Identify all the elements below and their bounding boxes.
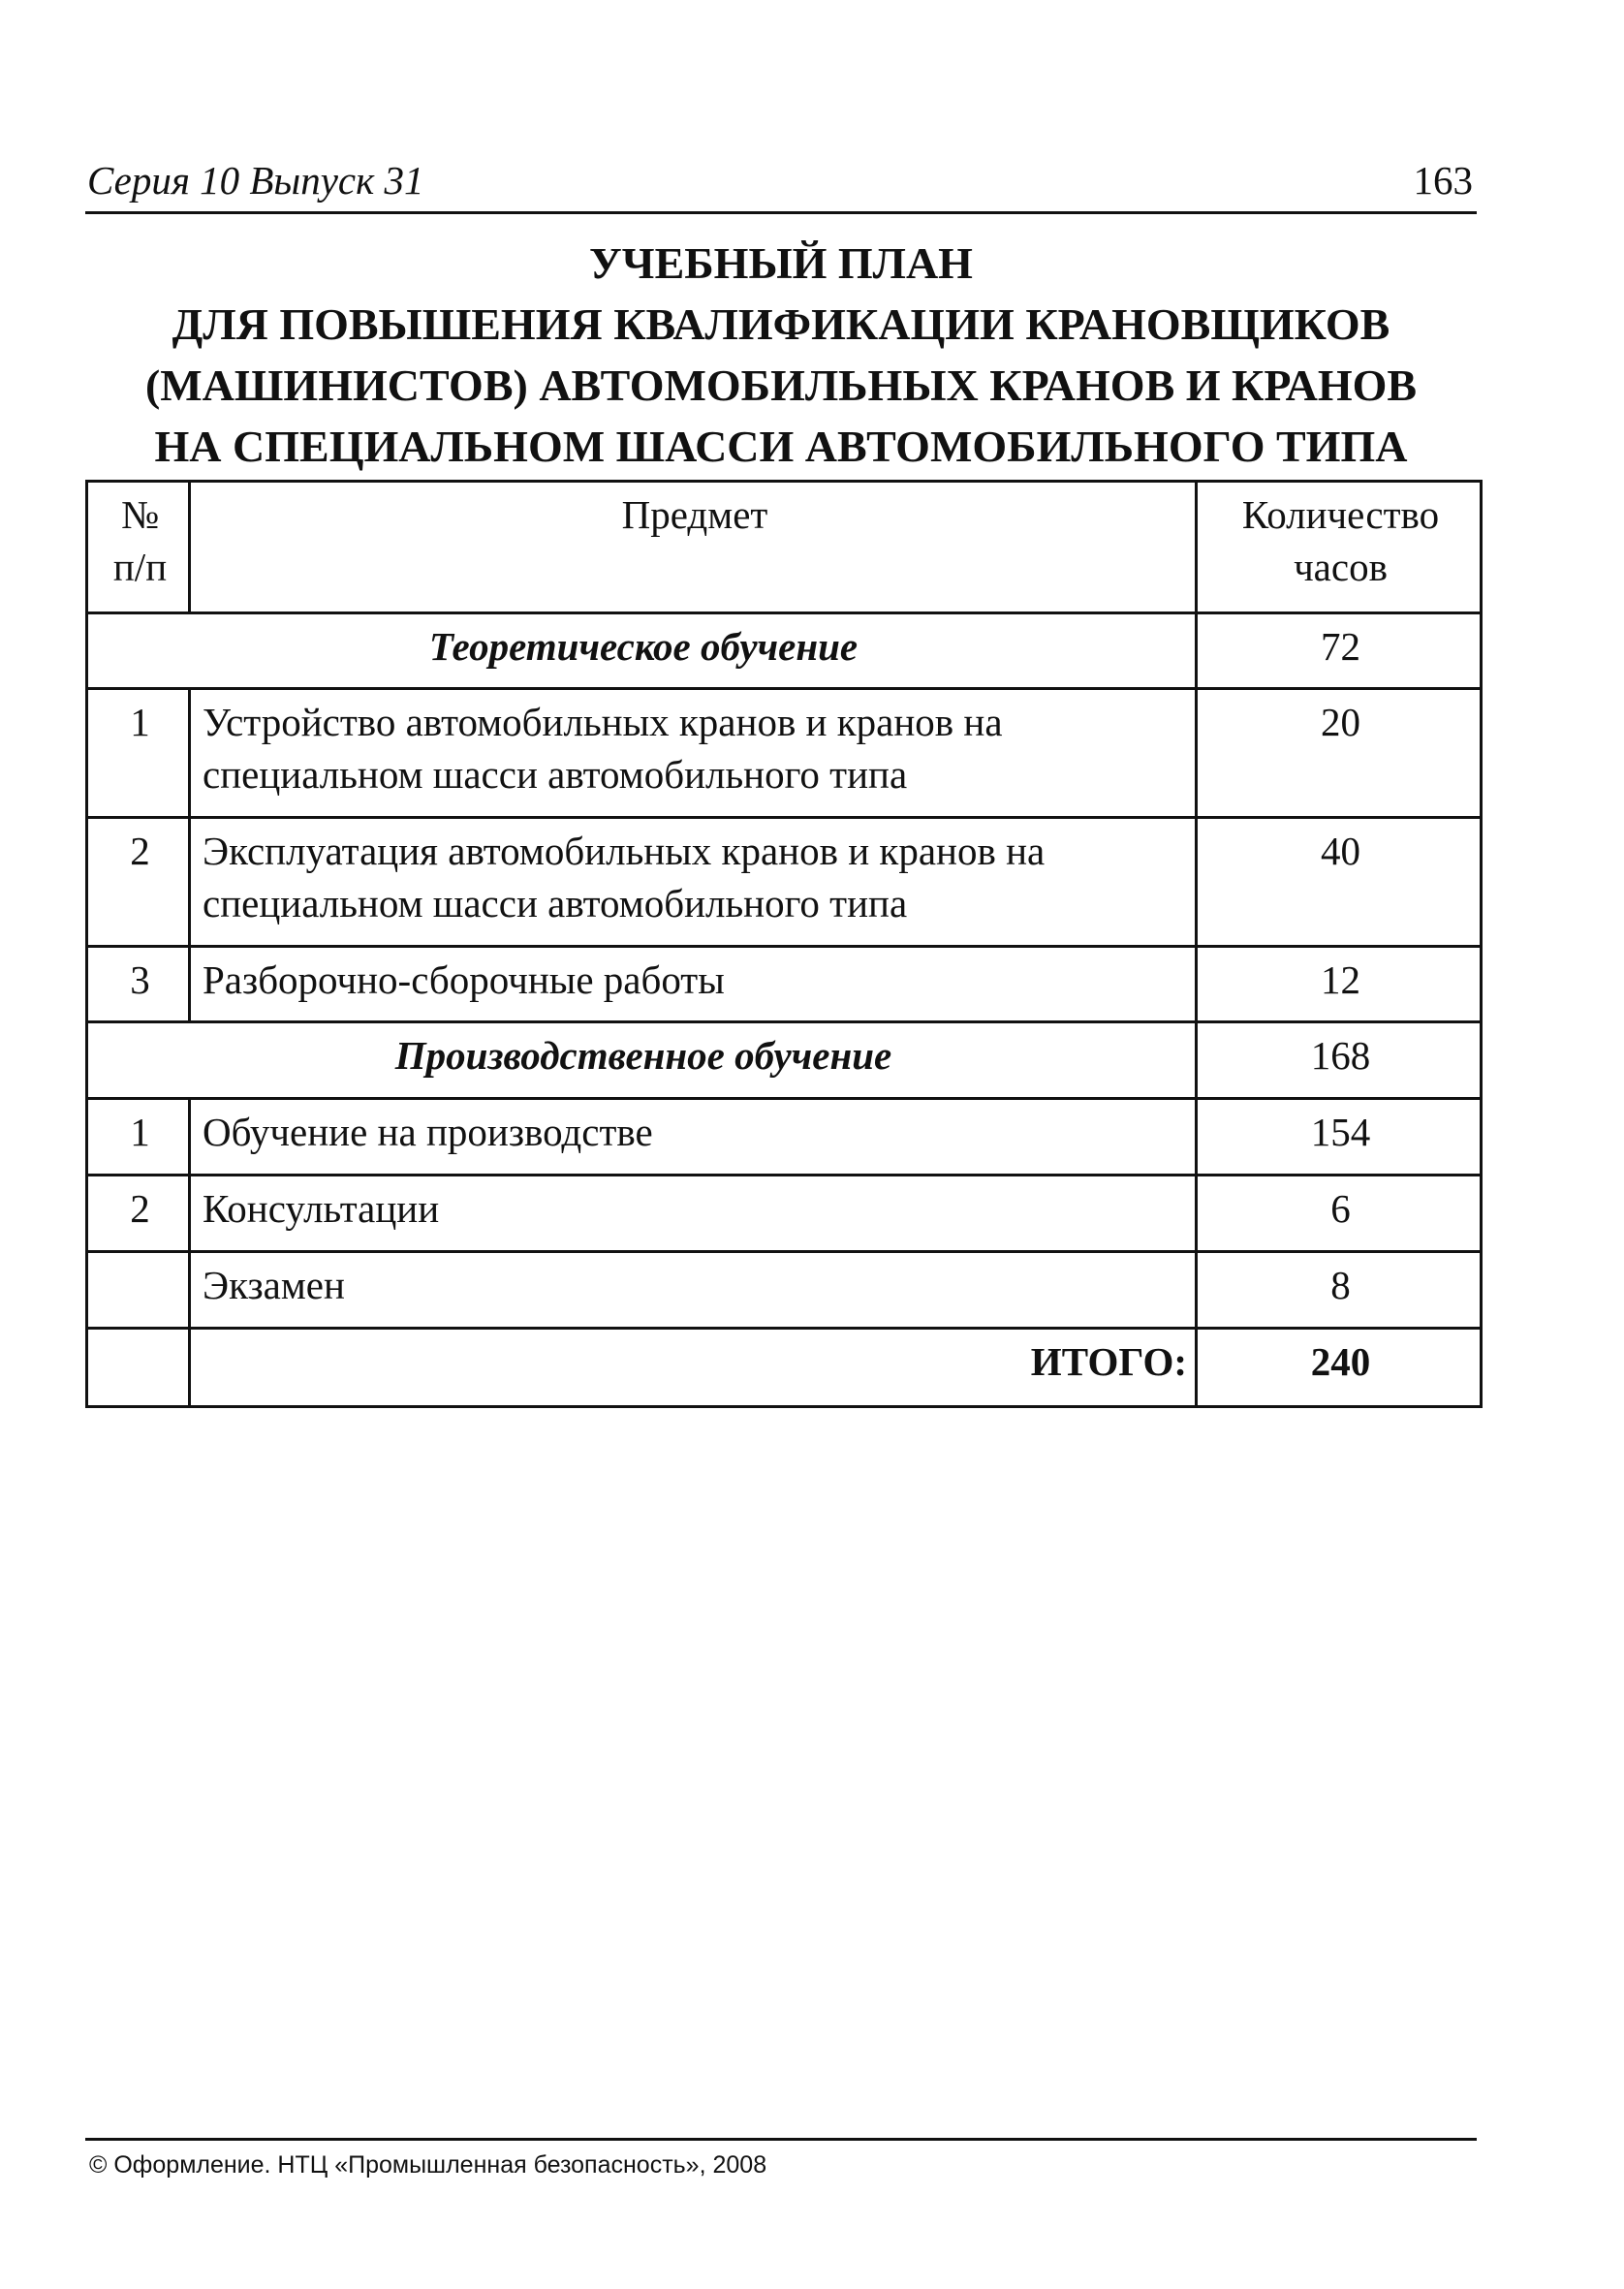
table-row	[87, 689, 1482, 818]
header-subject: Предмет	[190, 482, 1197, 613]
row-hours: 20	[1197, 689, 1482, 818]
header-hours-line1: Количество	[1241, 492, 1440, 537]
title-line: ДЛЯ ПОВЫШЕНИЯ КВАЛИФИКАЦИИ КРАНОВЩИКОВ	[172, 299, 1390, 349]
header-number-line2: п/п	[112, 545, 168, 589]
row-subject: Экзамен	[190, 1252, 1197, 1329]
table-row	[87, 1099, 1482, 1176]
footer-divider	[85, 2138, 1477, 2141]
row-hours: 40	[1197, 818, 1482, 947]
row-subject: Обучение на производстве	[190, 1099, 1197, 1176]
row-hours: 154	[1197, 1099, 1482, 1176]
row-subject: Эксплуатация автомобильных кранов и кранов на специальном шасси автомобильного типа	[190, 818, 1197, 947]
page-number: 163	[1413, 158, 1473, 203]
row-number: 3	[87, 947, 190, 1022]
total-row	[87, 1329, 1482, 1407]
row-subject: Устройство автомобильных кранов и кранов на специальном шасси автомобильного типа	[190, 689, 1197, 818]
header-number	[87, 482, 190, 613]
running-header	[85, 151, 1477, 214]
series-label: Серия 10 Выпуск 31	[87, 158, 424, 203]
table-row	[87, 818, 1482, 947]
total-label: ИТОГО:	[190, 1329, 1197, 1407]
section-hours: 168	[1197, 1022, 1482, 1099]
title-line: (МАШИНИСТОВ) АВТОМОБИЛЬНЫХ КРАНОВ И КРАНОВ	[144, 361, 1418, 410]
row-number: 2	[87, 1176, 190, 1252]
table-row	[87, 1176, 1482, 1252]
row-number: 1	[87, 1099, 190, 1176]
section-hours: 72	[1197, 613, 1482, 689]
header-hours-line2: часов	[1294, 545, 1388, 589]
row-number: 2	[87, 818, 190, 947]
row-hours: 12	[1197, 947, 1482, 1022]
row-subject: Консультации	[190, 1176, 1197, 1252]
table-row	[87, 947, 1482, 1022]
row-hours: 8	[1197, 1252, 1482, 1329]
total-hours: 240	[1197, 1329, 1482, 1407]
curriculum-table	[85, 480, 1483, 1408]
row-number-empty	[87, 1329, 190, 1407]
header-hours	[1197, 482, 1482, 613]
row-subject: Разборочно-сборочные работы	[190, 947, 1197, 1022]
header-number-line1: №	[120, 492, 160, 537]
table-header-row	[87, 482, 1482, 613]
title-line: УЧЕБНЫЙ ПЛАН	[589, 238, 973, 288]
row-number: 1	[87, 689, 190, 818]
section-label: Теоретическое обучение	[87, 613, 1197, 689]
section-row-practical	[87, 1022, 1482, 1099]
footer-copyright: © Оформление. НТЦ «Промышленная безопасность», 2008	[89, 2151, 767, 2179]
section-row-theoretical	[87, 613, 1482, 689]
row-number	[87, 1252, 190, 1329]
section-label: Производственное обучение	[87, 1022, 1197, 1099]
exam-row	[87, 1252, 1482, 1329]
title-line: НА СПЕЦИАЛЬНОМ ШАССИ АВТОМОБИЛЬНОГО ТИПА	[154, 422, 1408, 471]
row-hours: 6	[1197, 1176, 1482, 1252]
document-title	[85, 233, 1477, 477]
